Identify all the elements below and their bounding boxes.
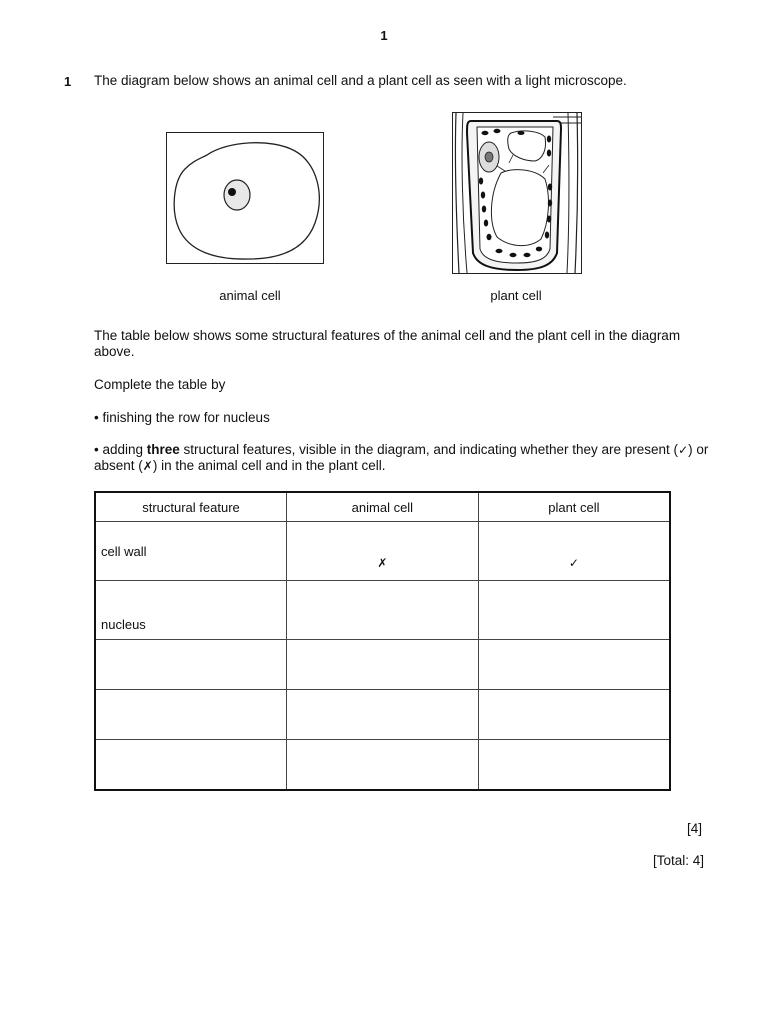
table-row xyxy=(95,581,670,640)
structural-features-table xyxy=(94,491,671,791)
feature-answer-field[interactable] xyxy=(95,640,287,690)
plant-cell-figure xyxy=(452,112,582,274)
instruction-text: Complete the table by xyxy=(94,377,226,392)
total-marks: [Total: 4] xyxy=(652,853,704,868)
absent-mark: ✗ xyxy=(377,556,388,570)
table-intro-text: The table below shows some structural features of the animal cell and the plant cell in the diagram above. xyxy=(94,328,681,359)
question-number: 1 xyxy=(64,74,72,89)
plant-cell-answer xyxy=(478,522,670,581)
feature-answer-field[interactable] xyxy=(95,740,287,791)
header-animal-cell: animal cell xyxy=(287,492,479,522)
animal-cell-answer-field[interactable] xyxy=(287,740,479,791)
animal-cell-diagram xyxy=(167,133,323,263)
animal-cell-caption: animal cell xyxy=(219,288,281,303)
absent-symbol: ✗ xyxy=(142,459,153,473)
plant-cell-answer-field[interactable] xyxy=(478,740,670,791)
bullet2-end: ) in the animal cell and in the plant cell. xyxy=(152,458,386,473)
feature-cell xyxy=(95,522,287,581)
feature-cell xyxy=(95,581,287,640)
bullet2-prefix: • adding xyxy=(94,442,147,457)
bullet2-mid2: ) or absent ( xyxy=(94,442,709,473)
present-symbol: ✓ xyxy=(678,443,689,457)
feature-answer-field[interactable] xyxy=(95,690,287,740)
marks-allocation: [4] xyxy=(686,821,702,836)
page-number: 1 xyxy=(380,28,388,43)
plant-cell-answer-field[interactable] xyxy=(478,581,670,640)
bullet2-bold-word: three xyxy=(146,442,180,457)
table-header-row xyxy=(95,492,670,522)
plant-cell-caption: plant cell xyxy=(490,288,542,303)
plant-cell-diagram xyxy=(453,113,581,273)
animal-cell-answer-field[interactable] xyxy=(287,690,479,740)
present-mark: ✓ xyxy=(568,556,579,570)
table-row xyxy=(95,640,670,690)
animal-cell-answer xyxy=(287,522,479,581)
question-intro: The diagram below shows an animal cell and a plant cell as seen with a light microscope. xyxy=(94,73,627,88)
plant-cell-answer-field[interactable] xyxy=(478,640,670,690)
animal-cell-answer-field[interactable] xyxy=(287,581,479,640)
bullet-add-features xyxy=(94,442,710,474)
table-row xyxy=(95,740,670,791)
header-structural-feature: structural feature xyxy=(95,492,287,522)
feature-label: cell wall xyxy=(101,544,147,559)
animal-cell-figure xyxy=(166,132,324,264)
table-row xyxy=(95,522,670,581)
bullet2-middle: structural features, visible in the diagram, and indicating whether they are present ( xyxy=(179,442,679,457)
animal-cell-answer-field[interactable] xyxy=(287,640,479,690)
table-row xyxy=(95,690,670,740)
feature-label: nucleus xyxy=(101,617,146,632)
plant-cell-answer-field[interactable] xyxy=(478,690,670,740)
bullet-nucleus: • finishing the row for nucleus xyxy=(94,410,270,425)
header-plant-cell: plant cell xyxy=(478,492,670,522)
